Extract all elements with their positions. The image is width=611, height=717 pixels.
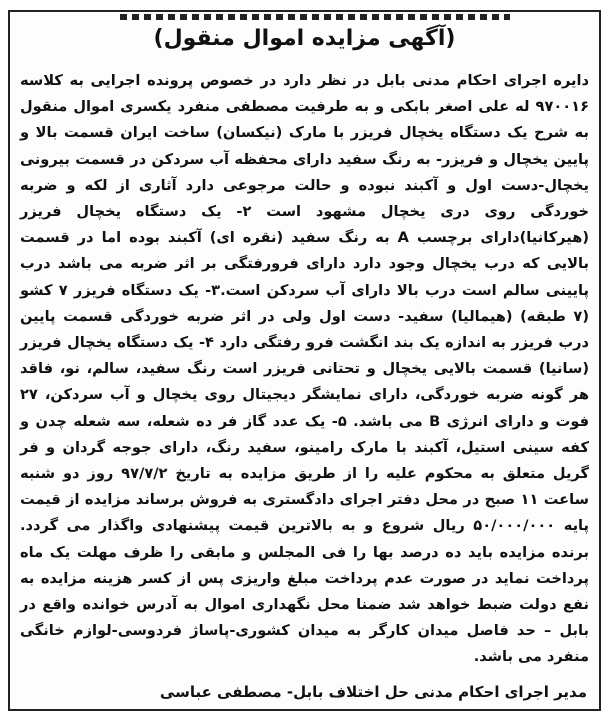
dashed-rule bbox=[120, 14, 510, 20]
notice-signature: مدیر اجرای احکام مدنی حل اختلاف بابل- مصطفی عباسی bbox=[159, 683, 587, 701]
notice-body: دایره اجرای احکام مدنی بابل در نظر دارد در خصوص پرونده اجرایی به کلاسه ۹۷۰۰۱۶ له علی اصغر بابکی و به طرفیت مصطفی منفرد یکسری اموال منقول به شرح یک دستگاه یخچال فریزر با مارک (نیکسان) ساخت ایران قسمت بالا و پایین یخچال و فریزر- به رنگ سفید دارای محفظه آب سردکن در قسمت بیرونی یخچال-دست اول و آکبند نبوده و حالت مرجوعی دارد آثاری از لکه و ضربه خوردگی روی دری یخچال مشهود است ۲- یک دستگاه یخچال فریزر (هیرکانیا)دارای برچسب A به رنگ سفید (نقره ای) آکبند بوده اما در قسمت بالایی که درب یخچال وجود دارد دارای فرورفتگی بر اثر ضربه می باشد درب پایینی سالم است درب بالا دارای آب سردکن است.۳- یک دستگاه فریزر ۷ کشو (۷ طبقه) (هیمالیا) سفید- دست اول ولی در اثر ضربه خوردگی قسمت پایین درب فریزر به اندازه یک بند انگشت فرو رفتگی دارد ۴- یک دستگاه یخچال فریزر (سانیا) قسمت بالایی یخچال و تحتانی فریزر است رنگ سفید، سالم، نو، فاقد هر گونه ضربه خوردگی، دارای نمایشگر دیجیتال روی یخچال و آب سردکن، ۲۷ فوت و دارای انرژی B می باشد. ۵- یک عدد گاز فر ده شعله، سه شعله چدن و کفه سینی استیل، آکبند با مارک رامینو، سفید رنگ، دارای جوجه گردان و فر گریل متعلق به محکوم علیه را از طریق مزایده به تاریخ ۹۷/۷/۲ روز دو شنبه ساعت ۱۱ صبح در محل دفتر اجرای دادگستری به فروش برساند مزایده از قیمت پایه ۵۰/۰۰۰/۰۰۰ ریال شروع و به بالاترین قیمت پیشنهادی واگذار می گردد. برنده مزایده باید ده درصد بها را فی المجلس و مابقی را ظرف مهلت یک ماه پرداخت نماید در صورت عدم پرداخت مبلغ واریزی پس از کسر هزینه مزایده به نفع دولت ضبط خواهد شد ضمنا محل نگهداری اموال به آدرس خوانده واقع در بابل – حد فاصل میدان کارگر به میدان کشوری-پاساژ فردوسی-لوازم خانگی منفرد می باشد. bbox=[20, 72, 590, 666]
notice-title: (آگهی مزایده اموال منقول) bbox=[153, 26, 456, 51]
notice-frame bbox=[8, 10, 601, 711]
